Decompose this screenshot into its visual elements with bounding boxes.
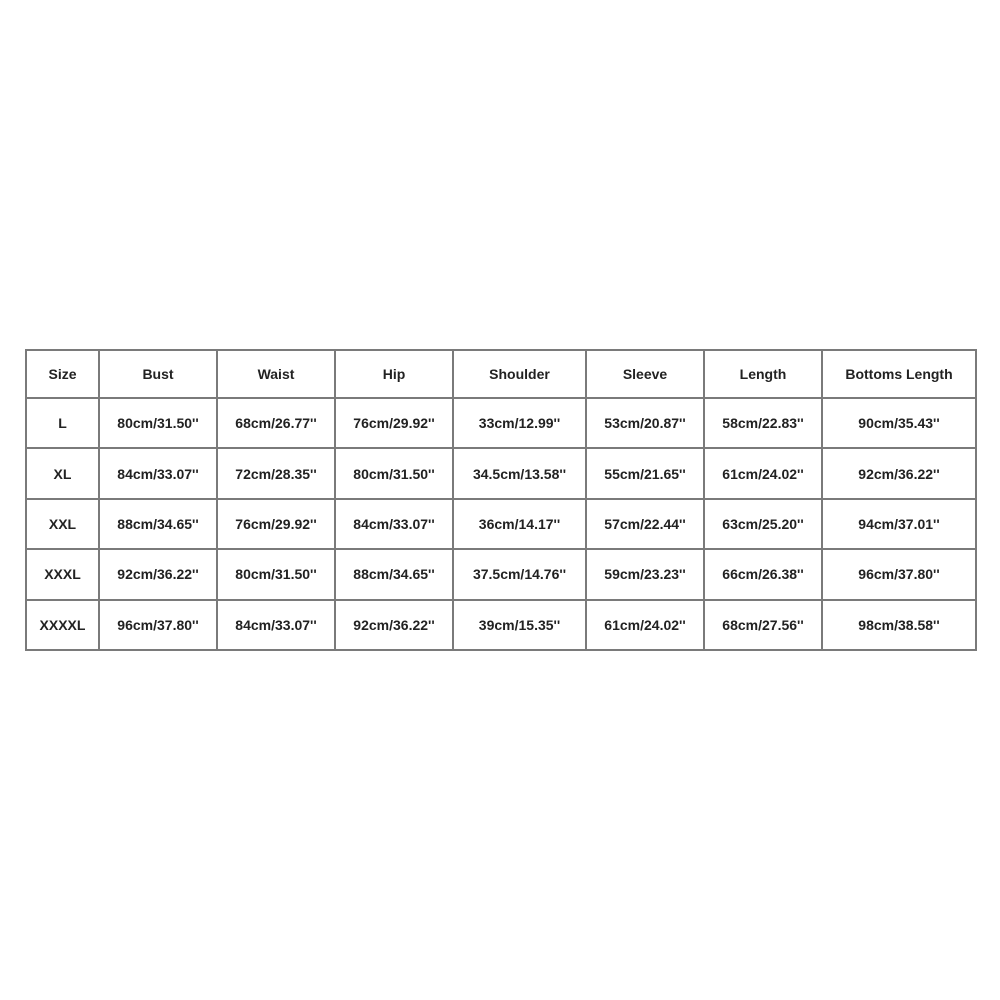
sleeve-cell: 55cm/21.65''	[586, 448, 704, 498]
bottoms-length-cell: 96cm/37.80''	[822, 549, 976, 599]
table-row	[26, 600, 976, 650]
length-cell: 58cm/22.83''	[704, 398, 822, 448]
header-cell-waist: Waist	[217, 350, 335, 398]
length-cell: 68cm/27.56''	[704, 600, 822, 650]
header-cell-size: Size	[26, 350, 99, 398]
size-cell: L	[26, 398, 99, 448]
header-cell-bust: Bust	[99, 350, 217, 398]
shoulder-cell: 33cm/12.99''	[453, 398, 586, 448]
sleeve-cell: 61cm/24.02''	[586, 600, 704, 650]
sleeve-cell: 53cm/20.87''	[586, 398, 704, 448]
bottoms-length-cell: 94cm/37.01''	[822, 499, 976, 549]
size-cell: XL	[26, 448, 99, 498]
hip-cell: 80cm/31.50''	[335, 448, 453, 498]
header-cell-sleeve: Sleeve	[586, 350, 704, 398]
shoulder-cell: 37.5cm/14.76''	[453, 549, 586, 599]
table-row	[26, 549, 976, 599]
length-cell: 66cm/26.38''	[704, 549, 822, 599]
bust-cell: 84cm/33.07''	[99, 448, 217, 498]
waist-cell: 76cm/29.92''	[217, 499, 335, 549]
bottoms-length-cell: 90cm/35.43''	[822, 398, 976, 448]
hip-cell: 92cm/36.22''	[335, 600, 453, 650]
bust-cell: 92cm/36.22''	[99, 549, 217, 599]
header-cell-hip: Hip	[335, 350, 453, 398]
table-row	[26, 398, 976, 448]
size-chart-table	[25, 349, 977, 651]
waist-cell: 68cm/26.77''	[217, 398, 335, 448]
shoulder-cell: 34.5cm/13.58''	[453, 448, 586, 498]
length-cell: 63cm/25.20''	[704, 499, 822, 549]
sleeve-cell: 59cm/23.23''	[586, 549, 704, 599]
hip-cell: 76cm/29.92''	[335, 398, 453, 448]
bottoms-length-cell: 98cm/38.58''	[822, 600, 976, 650]
header-row	[26, 350, 976, 398]
bust-cell: 96cm/37.80''	[99, 600, 217, 650]
header-cell-bottoms-length: Bottoms Length	[822, 350, 976, 398]
table-row	[26, 448, 976, 498]
shoulder-cell: 36cm/14.17''	[453, 499, 586, 549]
table-row	[26, 499, 976, 549]
size-cell: XXL	[26, 499, 99, 549]
hip-cell: 84cm/33.07''	[335, 499, 453, 549]
bust-cell: 80cm/31.50''	[99, 398, 217, 448]
bust-cell: 88cm/34.65''	[99, 499, 217, 549]
waist-cell: 84cm/33.07''	[217, 600, 335, 650]
header-cell-length: Length	[704, 350, 822, 398]
length-cell: 61cm/24.02''	[704, 448, 822, 498]
waist-cell: 80cm/31.50''	[217, 549, 335, 599]
size-cell: XXXXL	[26, 600, 99, 650]
waist-cell: 72cm/28.35''	[217, 448, 335, 498]
size-cell: XXXL	[26, 549, 99, 599]
sleeve-cell: 57cm/22.44''	[586, 499, 704, 549]
bottoms-length-cell: 92cm/36.22''	[822, 448, 976, 498]
hip-cell: 88cm/34.65''	[335, 549, 453, 599]
header-cell-shoulder: Shoulder	[453, 350, 586, 398]
shoulder-cell: 39cm/15.35''	[453, 600, 586, 650]
